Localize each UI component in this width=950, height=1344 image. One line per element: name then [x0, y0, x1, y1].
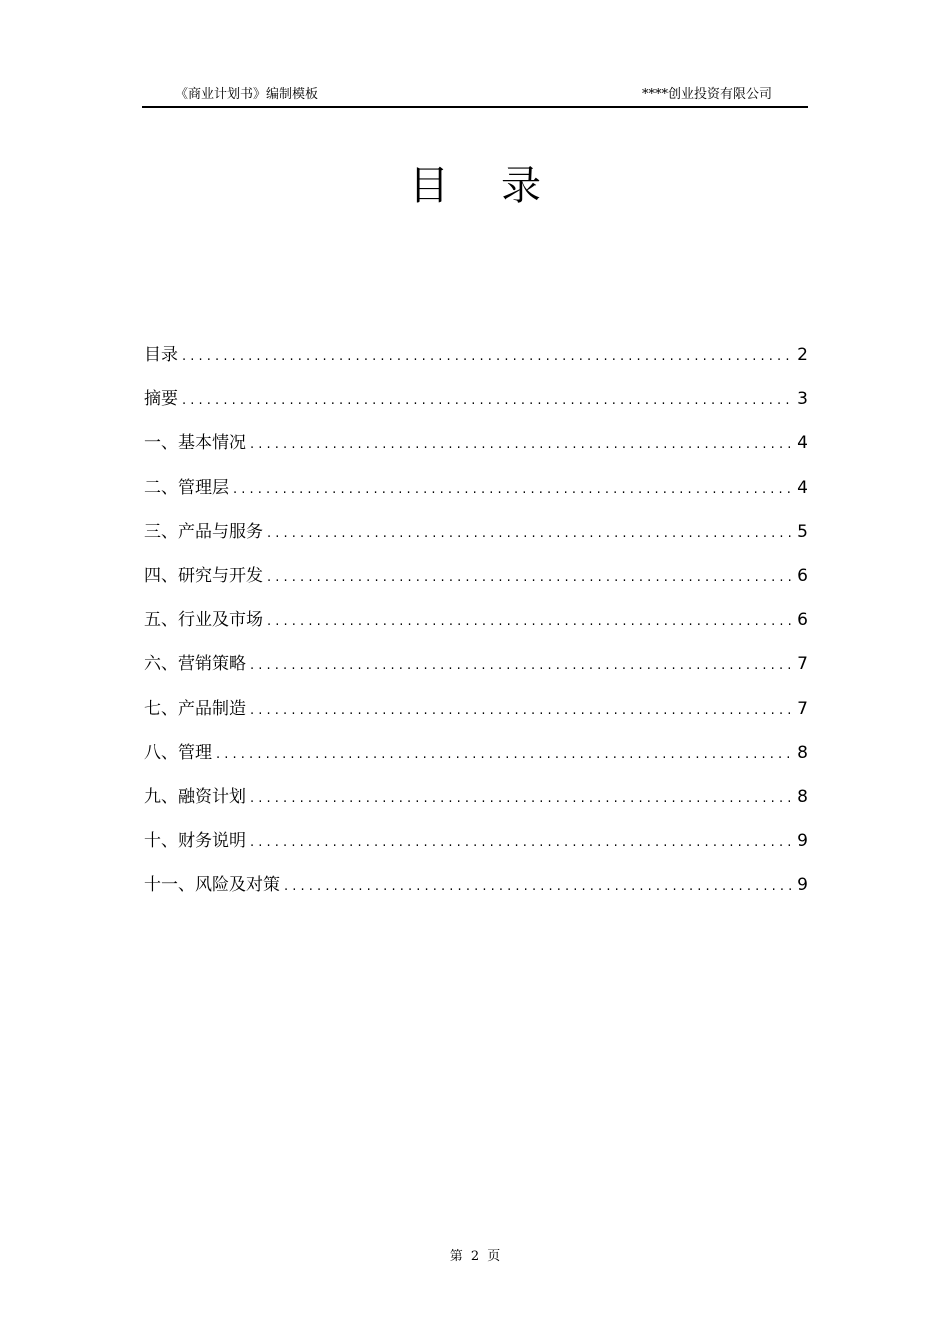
toc-entry-label: 三、产品与服务: [144, 521, 263, 542]
toc-entry-label: 六、营销策略: [144, 654, 246, 675]
toc-page-number: 9: [797, 875, 808, 896]
toc-entry[interactable]: [144, 608, 808, 652]
toc-entry-label: 十一、风险及对策: [144, 875, 280, 896]
toc-page-number: 6: [797, 565, 808, 586]
toc-entry-label: 四、研究与开发: [144, 565, 263, 586]
toc-entry-label: 七、产品制造: [144, 698, 246, 719]
toc-dot-leader: [250, 699, 792, 723]
toc-entry-label: 九、融资计划: [144, 786, 246, 807]
toc-page-number: 5: [797, 521, 808, 542]
toc-entry[interactable]: [144, 785, 808, 829]
toc-entry[interactable]: [144, 829, 808, 873]
toc-entry-label: 二、管理层: [144, 477, 229, 498]
page-number-label: 第 2 页: [449, 1249, 501, 1264]
toc-entry[interactable]: [144, 431, 808, 475]
toc-page-number: 8: [797, 742, 808, 763]
toc-entry-label: 十、财务说明: [144, 831, 246, 852]
toc-entry[interactable]: [144, 873, 808, 917]
toc-page-number: 3: [797, 389, 808, 410]
toc-dot-leader: [216, 743, 792, 767]
toc-dot-leader: [250, 433, 792, 457]
toc-page-number: 4: [797, 433, 808, 454]
toc-entry-label: 目录: [144, 345, 178, 365]
page-title: 目录: [409, 163, 593, 209]
toc-entry[interactable]: [144, 697, 808, 741]
toc-page-number: 4: [797, 477, 808, 498]
toc-entry[interactable]: [144, 387, 808, 431]
toc-entry[interactable]: [144, 476, 808, 520]
toc-dot-leader: [250, 654, 792, 678]
toc-page-number: 2: [797, 345, 808, 365]
toc-entry[interactable]: [144, 564, 808, 608]
toc-dot-leader: [267, 566, 792, 590]
toc-page-number: 7: [797, 698, 808, 719]
toc-page-number: 8: [797, 786, 808, 807]
toc-dot-leader: [250, 787, 792, 811]
toc-dot-leader: [267, 610, 792, 634]
table-of-contents: [144, 343, 808, 917]
toc-dot-leader: [233, 478, 792, 502]
toc-dot-leader: [267, 522, 792, 546]
header-document-title: 《商业计划书》编制模板: [175, 87, 319, 102]
toc-entry[interactable]: [144, 652, 808, 696]
toc-dot-leader: [182, 389, 792, 413]
toc-page-number: 7: [797, 654, 808, 675]
toc-page-number: 6: [797, 610, 808, 631]
page-footer: [0, 1248, 950, 1266]
toc-entry[interactable]: [144, 741, 808, 785]
toc-entry-label: 一、基本情况: [144, 433, 246, 454]
toc-dot-leader: [182, 345, 792, 369]
page-header: [142, 86, 808, 108]
toc-entry-label: 五、行业及市场: [144, 610, 263, 631]
toc-page-number: 9: [797, 831, 808, 852]
toc-dot-leader: [250, 831, 792, 855]
toc-entry[interactable]: [144, 343, 808, 387]
toc-entry[interactable]: [144, 520, 808, 564]
header-company-name: ****创业投资有限公司: [641, 87, 772, 102]
toc-dot-leader: [284, 875, 792, 899]
toc-entry-label: 八、管理: [144, 742, 212, 763]
toc-entry-label: 摘要: [144, 389, 178, 410]
